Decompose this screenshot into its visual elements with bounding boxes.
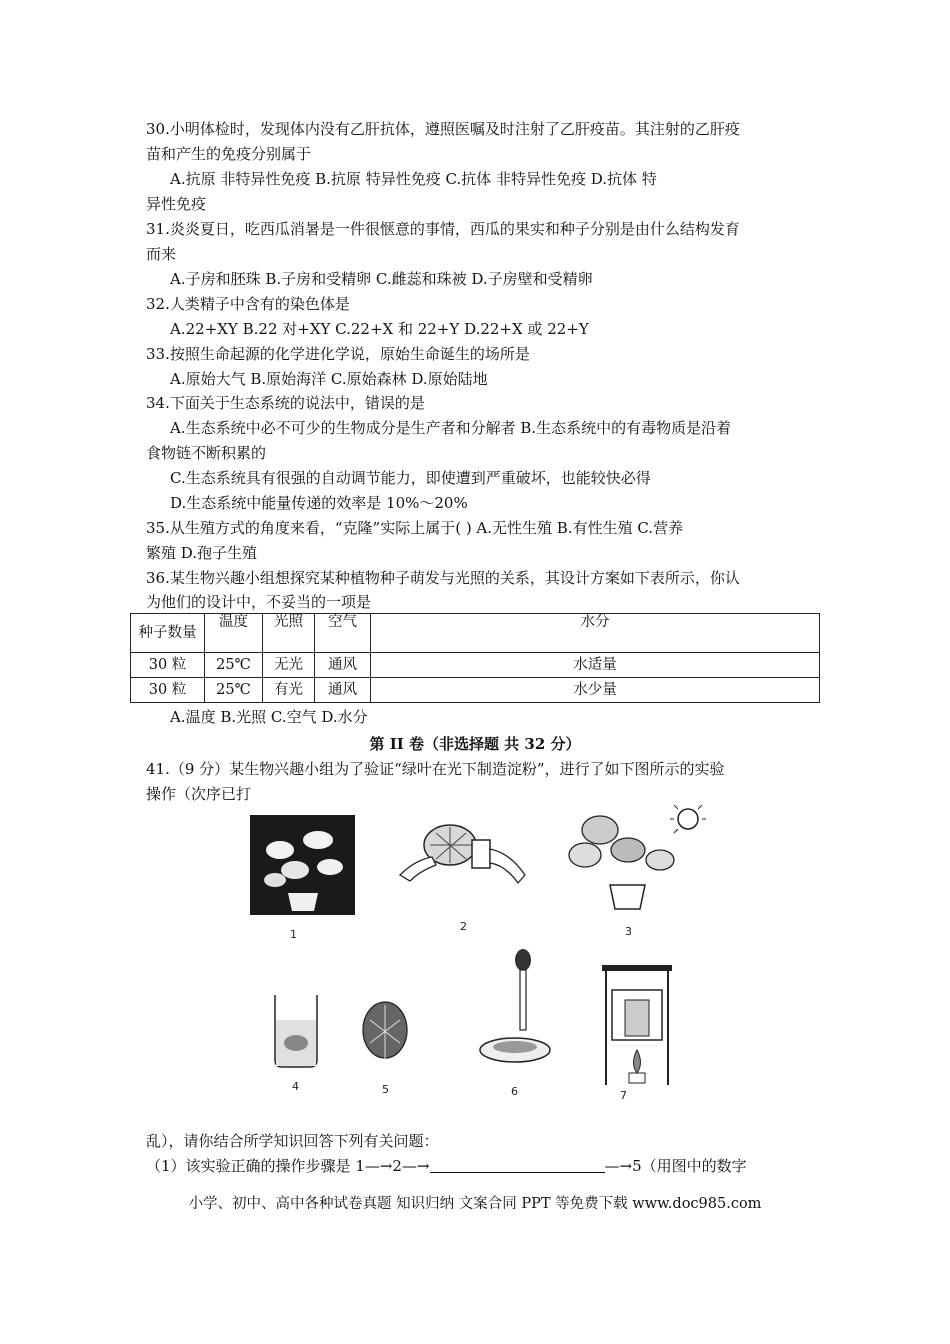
answer-blank[interactable]: [430, 1158, 605, 1173]
table-cell: 水适量: [371, 653, 820, 678]
q41-stem-line1: 41.（9 分）某生物兴趣小组为了验证“绿叶在光下制造淀粉”，进行了如下图所示的实验: [146, 760, 725, 778]
table-cell: 通风: [315, 678, 371, 703]
q31-options: A.子房和胚珠 B.子房和受精卵 C.雌蕊和珠被 D.子房壁和受精卵: [170, 270, 593, 288]
q34-stem: 34.下面关于生态系统的说法中，错误的是: [146, 394, 425, 412]
q36-options: A.温度 B.光照 C.空气 D.水分: [170, 708, 368, 726]
table-row: [131, 653, 820, 678]
panel-leaf: [363, 1002, 407, 1060]
table-cell: 25℃: [205, 653, 263, 678]
q30-stem-line2: 苗和产生的免疫分别属于: [146, 145, 312, 163]
table-row: [131, 678, 820, 703]
q32-stem: 32.人类精子中含有的染色体是: [146, 295, 350, 313]
panel-cover-leaf: [400, 825, 525, 883]
q41-part1-lead: （1）该实验正确的操作步骤是 1—→2—→: [146, 1157, 430, 1175]
q36-stem-line2: 为他们的设计中，不妥当的一项是: [146, 593, 372, 611]
panel-water-bath: [602, 965, 672, 1085]
table-cell: 无光: [263, 653, 315, 678]
panel-beaker: [275, 995, 317, 1067]
table-cell: 水少量: [371, 678, 820, 703]
table-header-cell: 空气: [315, 614, 371, 653]
figure-label-5: 5: [382, 1083, 389, 1096]
q31-stem-line2: 而来: [146, 245, 177, 263]
seed-experiment-table: [130, 613, 820, 703]
table-header-cell: 水分: [371, 614, 820, 653]
q41-stem-line2: 操作（次序已打: [146, 785, 252, 803]
q33-stem: 33.按照生命起源的化学进化学说，原始生命诞生的场所是: [146, 345, 530, 363]
figure-label-4: 4: [292, 1080, 299, 1093]
q41-part1: [146, 1155, 747, 1177]
q41-instructions: 乱），请你结合所学知识回答下列有关问题：: [146, 1132, 439, 1150]
q35-stem-line2: 繁殖 D.孢子生殖: [146, 544, 258, 562]
q34-option-a: A.生态系统中必不可少的生物成分是生产者和分解者 B.生态系统中的有毒物质是沿着: [170, 419, 732, 437]
table-cell: 25℃: [205, 678, 263, 703]
q32-options: A.22+XY B.22 对+XY C.22+X 和 22+Y D.22+X 或 22+Y: [170, 320, 589, 338]
table-header-row: [131, 614, 820, 653]
q36-stem-line1: 36.某生物兴趣小组想探究某种植物种子萌发与光照的关系，其设计方案如下表所示，你认: [146, 569, 740, 587]
q34-option-d: D.生态系统中能量传递的效率是 10%～20%: [170, 494, 468, 512]
q33-options: A.原始大气 B.原始海洋 C.原始森林 D.原始陆地: [170, 370, 488, 388]
experiment-figure: [240, 805, 720, 1110]
q34-option-c: C.生态系统具有很强的自动调节能力，即使遭到严重破坏，也能较快必得: [170, 469, 651, 487]
q41-part1-tail: —→5（用图中的数字: [604, 1157, 747, 1175]
table-cell: 有光: [263, 678, 315, 703]
table-header-cell: 种子数量: [131, 614, 205, 653]
q30-options-cont: 异性免疫: [146, 195, 207, 213]
table-header-cell: 温度: [205, 614, 263, 653]
panel-dropper-dish: [480, 949, 550, 1062]
figure-label-6: 6: [511, 1085, 518, 1098]
figure-label-7: 7: [620, 1089, 627, 1102]
q34-option-a-cont: 食物链不断积累的: [146, 444, 267, 462]
page-footer: 小学、初中、高中各种试卷真题 知识归纳 文案合同 PPT 等免费下载 www.doc985.com: [188, 1196, 762, 1212]
table-cell: 通风: [315, 653, 371, 678]
q31-stem-line1: 31.炎炎夏日，吃西瓜消暑是一件很惬意的事情，西瓜的果实和种子分别是由什么结构发育: [146, 220, 740, 238]
figure-label-1: 1: [290, 928, 297, 941]
figure-label-3: 3: [625, 925, 632, 938]
table-cell: 30 粒: [131, 678, 205, 703]
q30-stem-line1: 30.小明体检时，发现体内没有乙肝抗体，遵照医嘱及时注射了乙肝疫苗。其注射的乙肝疫: [146, 120, 740, 138]
table-cell: 30 粒: [131, 653, 205, 678]
panel-plant-sunlight: [569, 805, 706, 909]
section-title: 第 II 卷（非选择题 共 32 分）: [369, 735, 581, 753]
table-header-cell: 光照: [263, 614, 315, 653]
figure-label-2: 2: [460, 920, 467, 933]
q30-options: A.抗原 非特异性免疫 B.抗原 特异性免疫 C.抗体 非特异性免疫 D.抗体 特: [170, 170, 657, 188]
q35-stem-line1: 35.从生殖方式的角度来看，“克隆”实际上属于( ) A.无性生殖 B.有性生殖 C.营养: [146, 519, 684, 537]
panel-dark-plant: [250, 815, 355, 915]
